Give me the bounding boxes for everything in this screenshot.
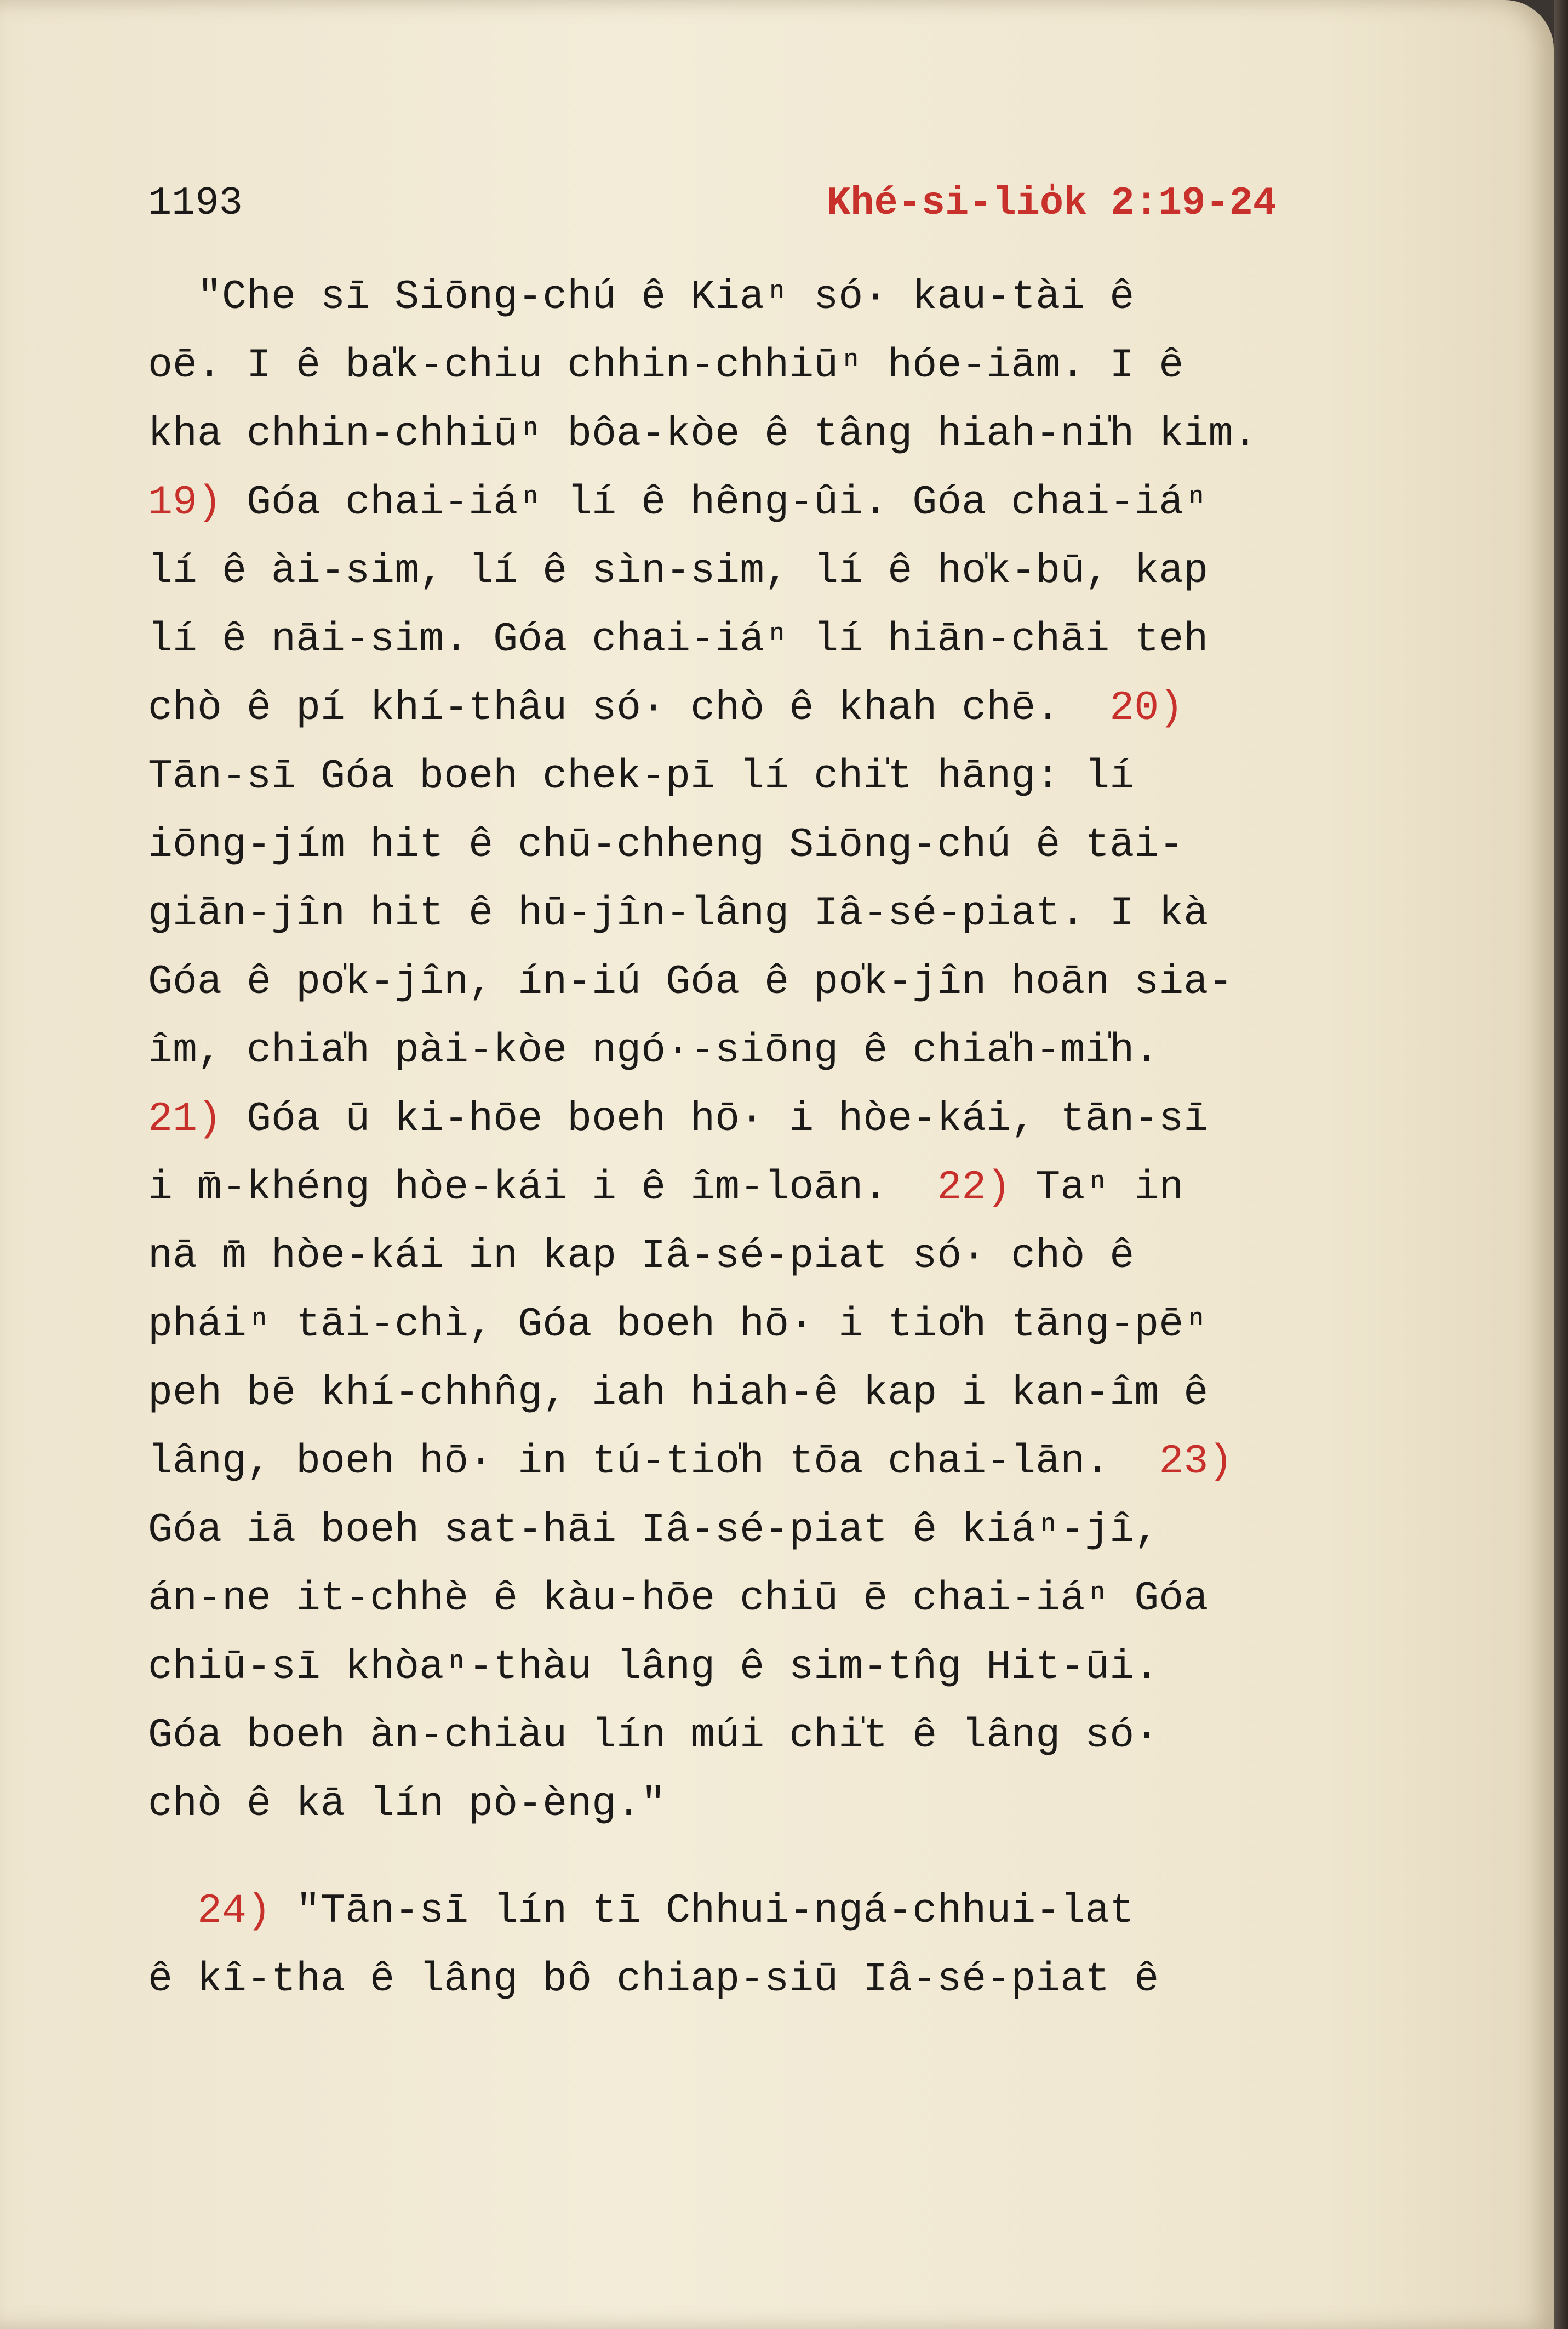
verse-number: 20) [1109,685,1184,732]
text-line [148,811,1408,880]
text-line [148,880,1408,948]
line-text: chiū-sī khòaⁿ-thàu lâng ê sim-tn̂g Hit-ūi. [148,1644,1159,1691]
verse-number: 21) [148,1096,222,1143]
line-indent [148,1888,197,1934]
body-text [148,263,1408,2014]
text-line [148,1359,1408,1428]
line-text: Tān-sī Góa boeh chek-pī lí chi̍t hāng: lí [148,754,1135,800]
text-line [148,1702,1408,1770]
line-text: án-ne it-chhè ê kàu-hōe chiū ē chai-iáⁿ Góa [148,1576,1209,1622]
text-line [148,332,1408,400]
line-text: Góa ê po̍k-jîn, ín-iú Góa ê po̍k-jîn hoān sia- [148,959,1233,1006]
line-text: îm, chia̍h pài-kòe ngó·-siōng ê chia̍h-mi̍h. [148,1028,1159,1074]
line-text: Góa chai-iáⁿ lí ê hêng-ûi. Góa chai-iáⁿ [222,480,1209,526]
text-line [148,1154,1408,1222]
line-text-tail: Taⁿ in [1011,1164,1184,1211]
text-line [148,1017,1408,1085]
line-text: giān-jîn hit ê hū-jîn-lâng Iâ-sé-piat. I kà [148,891,1209,937]
line-text: pháiⁿ tāi-chì, Góa boeh hō· i tio̍h tāng-pēⁿ [148,1302,1209,1348]
text-line [148,743,1408,811]
text-line [148,1222,1408,1291]
line-text: Góa ū ki-hōe boeh hō· i hòe-kái, tān-sī [222,1096,1209,1143]
text-line [148,537,1408,606]
text-line [148,1633,1408,1702]
text-line [148,263,1408,332]
text-line [148,674,1408,743]
line-text: chò ê kā lín pò-èng." [148,1781,666,1828]
text-line [148,948,1408,1017]
running-head: Khé-si-lio̍k 2:19-24 [827,181,1277,226]
text-line [148,1877,1408,1945]
text-line [148,1291,1408,1359]
line-text: "Tān-sī lín tī Chhui-ngá-chhui-lat [271,1888,1135,1934]
line-text: peh bē khí-chhn̂g, iah hiah-ê kap i kan-îm ê [148,1370,1209,1417]
line-text: nā m̄ hòe-kái in kap Iâ-sé-piat só· chò ê [148,1233,1135,1280]
line-text: iōng-jím hit ê chū-chheng Siōng-chú ê tāi- [148,822,1184,869]
line-text: lí ê ài-sim, lí ê sìn-sim, lí ê ho̍k-bū, kap [148,548,1209,595]
line-text: lí ê nāi-sim. Góa chai-iáⁿ lí hiān-chāi teh [148,616,1209,663]
verse-number: 24) [197,1888,272,1934]
verse-number: 19) [148,480,222,526]
text-line [148,1945,1408,2014]
page-edge-shadow [1554,0,1568,2329]
line-text: Góa boeh àn-chiàu lín múi chi̍t ê lâng só· [148,1713,1159,1759]
paragraph-gap [148,1839,1408,1877]
verse-number: 22) [937,1164,1011,1211]
text-line [148,1428,1408,1496]
text-line [148,606,1408,674]
text-line [148,1496,1408,1565]
line-text: Góa iā boeh sat-hāi Iâ-sé-piat ê kiáⁿ-jî, [148,1507,1159,1554]
line-text: kha chhin-chhiūⁿ bôa-kòe ê tâng hiah-ni̍h kim. [148,411,1258,458]
text-line [148,1565,1408,1633]
page-number: 1193 [148,181,243,226]
line-text: i m̄-khéng hòe-kái i ê îm-loān. [148,1164,937,1211]
line-text: oē. I ê ba̍k-chiu chhin-chhiūⁿ hóe-iām. I ê [148,342,1184,389]
text-line [148,1085,1408,1154]
line-text: lâng, boeh hō· in tú-tio̍h tōa chai-lān. [148,1438,1159,1485]
line-text: ê kî-tha ê lâng bô chiap-siū Iâ-sé-piat ê [148,1956,1159,2003]
text-line [148,1770,1408,1839]
text-line [148,400,1408,469]
verse-number: 23) [1159,1438,1233,1485]
page-header [148,181,1277,241]
text-line [148,469,1408,537]
line-text: chò ê pí khí-thâu só· chò ê khah chē. [148,685,1110,732]
line-text: "Che sī Siōng-chú ê Kiaⁿ só· kau-tài ê [148,274,1135,321]
